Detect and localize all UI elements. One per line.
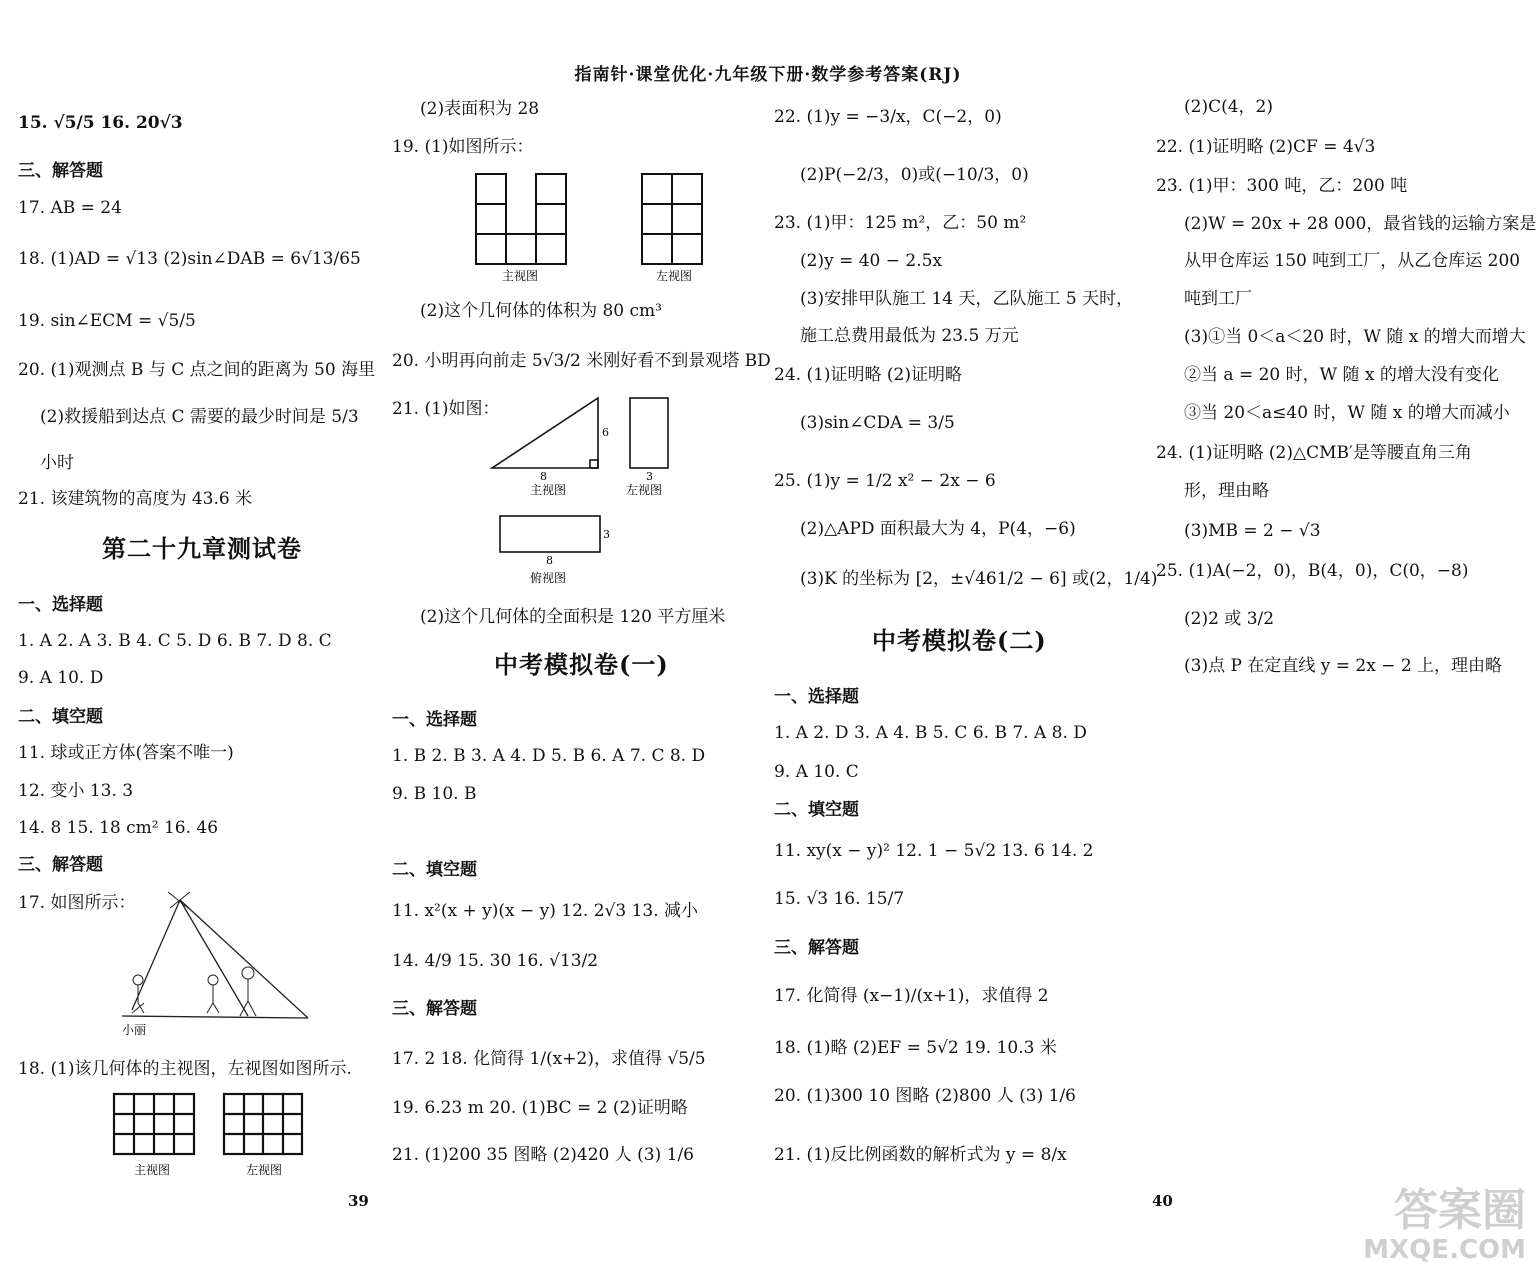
choice-answers: 9. A 10. C	[774, 762, 859, 782]
answer-line: 12. 变小 13. 3	[18, 781, 134, 801]
answer-line: (2)表面积为 28	[420, 99, 540, 119]
answer-line: (3)安排甲队施工 14 天，乙队施工 5 天时，	[800, 289, 1134, 309]
section-heading: 一、选择题	[392, 710, 477, 730]
dimension-label: 8	[546, 554, 553, 567]
answer-line: 21. (1)反比例函数的解析式为 y = 8/x	[774, 1145, 1067, 1165]
section-heading: 三、解答题	[18, 161, 103, 181]
answer-line: 21. 该建筑物的高度为 43.6 米	[18, 489, 253, 509]
three-view-figure	[486, 392, 686, 592]
section-heading: 二、填空题	[774, 800, 859, 820]
answer-line: 25. (1)A(−2，0)，B(4，0)，C(0，−8)	[1156, 561, 1469, 581]
answer-line: 吨到工厂	[1184, 289, 1252, 309]
answer-line: ②当 a = 20 时，W 随 x 的增大没有变化	[1184, 365, 1499, 385]
answer-line: 施工总费用最低为 23.5 万元	[800, 326, 1019, 346]
answer-line: 小时	[40, 453, 74, 473]
answer-line: 18. (1)该几何体的主视图，左视图如图所示.	[18, 1059, 352, 1079]
answer-line: (2)2 或 3/2	[1184, 609, 1275, 629]
answer-line: (2)救援船到达点 C 需要的最少时间是 5/3	[40, 407, 359, 427]
page-header: 指南针·课堂优化·九年级下册·数学参考答案(RJ)	[574, 65, 962, 85]
answer-line: 14. 8 15. 18 cm² 16. 46	[18, 818, 219, 838]
choice-answers: 9. B 10. B	[392, 784, 477, 804]
chapter-title: 中考模拟卷(一)	[494, 650, 669, 679]
answer-line: 22. (1)y = −3/x，C(−2，0)	[774, 107, 1002, 127]
answer-line: 24. (1)证明略 (2)△CMB′是等腰直角三角	[1156, 443, 1472, 463]
shadow-figure	[108, 888, 318, 1038]
answer-line: 20. (1)300 10 图略 (2)800 人 (3) 1/6	[774, 1086, 1076, 1106]
answer-line: 18. (1)AD = √13 (2)sin∠DAB = 6√13/65	[18, 249, 361, 269]
chapter-title: 中考模拟卷(二)	[872, 626, 1047, 655]
figure-label: 主视图	[502, 269, 539, 283]
answer-line: (2)这个几何体的全面积是 120 平方厘米	[420, 607, 726, 627]
answer-line: 22. (1)证明略 (2)CF = 4√3	[1156, 137, 1376, 157]
section-heading: 一、选择题	[18, 595, 103, 615]
answer-line: 23. (1)甲：125 m²，乙：50 m²	[774, 213, 1027, 233]
figure-label: 左视图	[656, 269, 693, 283]
section-heading: 一、选择题	[774, 687, 859, 707]
watermark	[1363, 1187, 1526, 1265]
dimension-label: 6	[602, 426, 609, 439]
answer-line: (2)C(4，2)	[1184, 97, 1273, 117]
dimension-label: 3	[603, 528, 610, 541]
answer-line: 11. 球或正方体(答案不唯一)	[18, 743, 234, 763]
answer-line: 11. xy(x − y)² 12. 1 − 5√2 13. 6 14. 2	[774, 841, 1094, 861]
watermark-url: MXQE.COM	[1363, 1235, 1526, 1265]
section-heading: 三、解答题	[774, 938, 859, 958]
choice-answers: 1. A 2. D 3. A 4. B 5. C 6. B 7. A 8. D	[774, 723, 1087, 743]
page-number: 39	[348, 1192, 369, 1210]
section-heading: 三、解答题	[392, 999, 477, 1019]
figure-label: 主视图	[530, 483, 567, 497]
answer-line: (2)P(−2/3，0)或(−10/3，0)	[800, 165, 1029, 185]
answer-line: (3)点 P 在定直线 y = 2x − 2 上，理由略	[1184, 656, 1503, 676]
answer-line: 20. 小明再向前走 5√3/2 米刚好看不到景观塔 BD	[392, 351, 771, 371]
chapter-title: 第二十九章测试卷	[102, 534, 302, 563]
answer-line: (3)MB = 2 − √3	[1184, 521, 1321, 541]
answer-line: (2)这个几何体的体积为 80 cm³	[420, 301, 662, 321]
answer-line: (3)①当 0＜a＜20 时，W 随 x 的增大而增大	[1184, 327, 1526, 347]
answer-line: ③当 20＜a≤40 时，W 随 x 的增大而减小	[1184, 403, 1510, 423]
answer-line: 17. 2 18. 化简得 1/(x+2)，求值得 √5/5	[392, 1049, 706, 1069]
figure-label: 俯视图	[530, 571, 567, 585]
answer-line: 23. (1)甲：300 吨，乙：200 吨	[1156, 176, 1408, 196]
dimension-label: 3	[646, 470, 653, 483]
figure-label: 小丽	[122, 1023, 147, 1037]
answer-line: 18. (1)略 (2)EF = 5√2 19. 10.3 米	[774, 1038, 1057, 1058]
section-heading: 二、填空题	[392, 860, 477, 880]
answer-line: 21. (1)如图：	[392, 399, 500, 419]
answer-line: 17. AB = 24	[18, 198, 122, 218]
answer-line: (2)y = 40 − 2.5x	[800, 251, 943, 271]
section-heading: 三、解答题	[18, 855, 103, 875]
answer-line: 19. 6.23 m 20. (1)BC = 2 (2)证明略	[392, 1098, 688, 1118]
three-view-figure	[108, 1088, 308, 1180]
three-view-figure	[470, 168, 710, 286]
answer-line: 15. √5/5 16. 20√3	[18, 113, 183, 133]
dimension-label: 8	[540, 470, 547, 483]
watermark-logo: 答案圈	[1394, 1185, 1526, 1236]
answer-line: 20. (1)观测点 B 与 C 点之间的距离为 50 海里	[18, 360, 376, 380]
answer-line: (2)W = 20x + 28 000，最省钱的运输方案是	[1184, 214, 1536, 234]
answer-line: 24. (1)证明略 (2)证明略	[774, 365, 963, 385]
answer-line: (2)△APD 面积最大为 4，P(4，−6)	[800, 519, 1076, 539]
choice-answers: 1. A 2. A 3. B 4. C 5. D 6. B 7. D 8. C	[18, 631, 332, 651]
choice-answers: 1. B 2. B 3. A 4. D 5. B 6. A 7. C 8. D	[392, 746, 706, 766]
answer-line: (3)sin∠CDA = 3/5	[800, 413, 955, 433]
answer-line: 17. 如图所示：	[18, 893, 136, 913]
section-heading: 二、填空题	[18, 707, 103, 727]
answer-line: (3)K 的坐标为 [2，±√461/2 − 6] 或(2，1/4)	[800, 569, 1158, 589]
answer-line: 形，理由略	[1184, 481, 1269, 501]
answer-line: 17. 化简得 (x−1)/(x+1)，求值得 2	[774, 986, 1049, 1006]
figure-label: 左视图	[626, 483, 663, 497]
answer-line: 25. (1)y = 1/2 x² − 2x − 6	[774, 471, 996, 491]
figure-label: 左视图	[246, 1163, 283, 1177]
answer-line: 19. (1)如图所示：	[392, 137, 534, 157]
answer-line: 11. x²(x + y)(x − y) 12. 2√3 13. 减小	[392, 901, 699, 921]
answer-line: 19. sin∠ECM = √5/5	[18, 311, 196, 331]
answer-line: 从甲仓库运 150 吨到工厂，从乙仓库运 200	[1184, 251, 1521, 271]
answer-line: 15. √3 16. 15/7	[774, 889, 905, 909]
choice-answers: 9. A 10. D	[18, 668, 104, 688]
figure-label: 主视图	[134, 1163, 171, 1177]
answer-line: 14. 4/9 15. 30 16. √13/2	[392, 951, 599, 971]
page-number: 40	[1152, 1192, 1173, 1210]
answer-line: 21. (1)200 35 图略 (2)420 人 (3) 1/6	[392, 1145, 694, 1165]
